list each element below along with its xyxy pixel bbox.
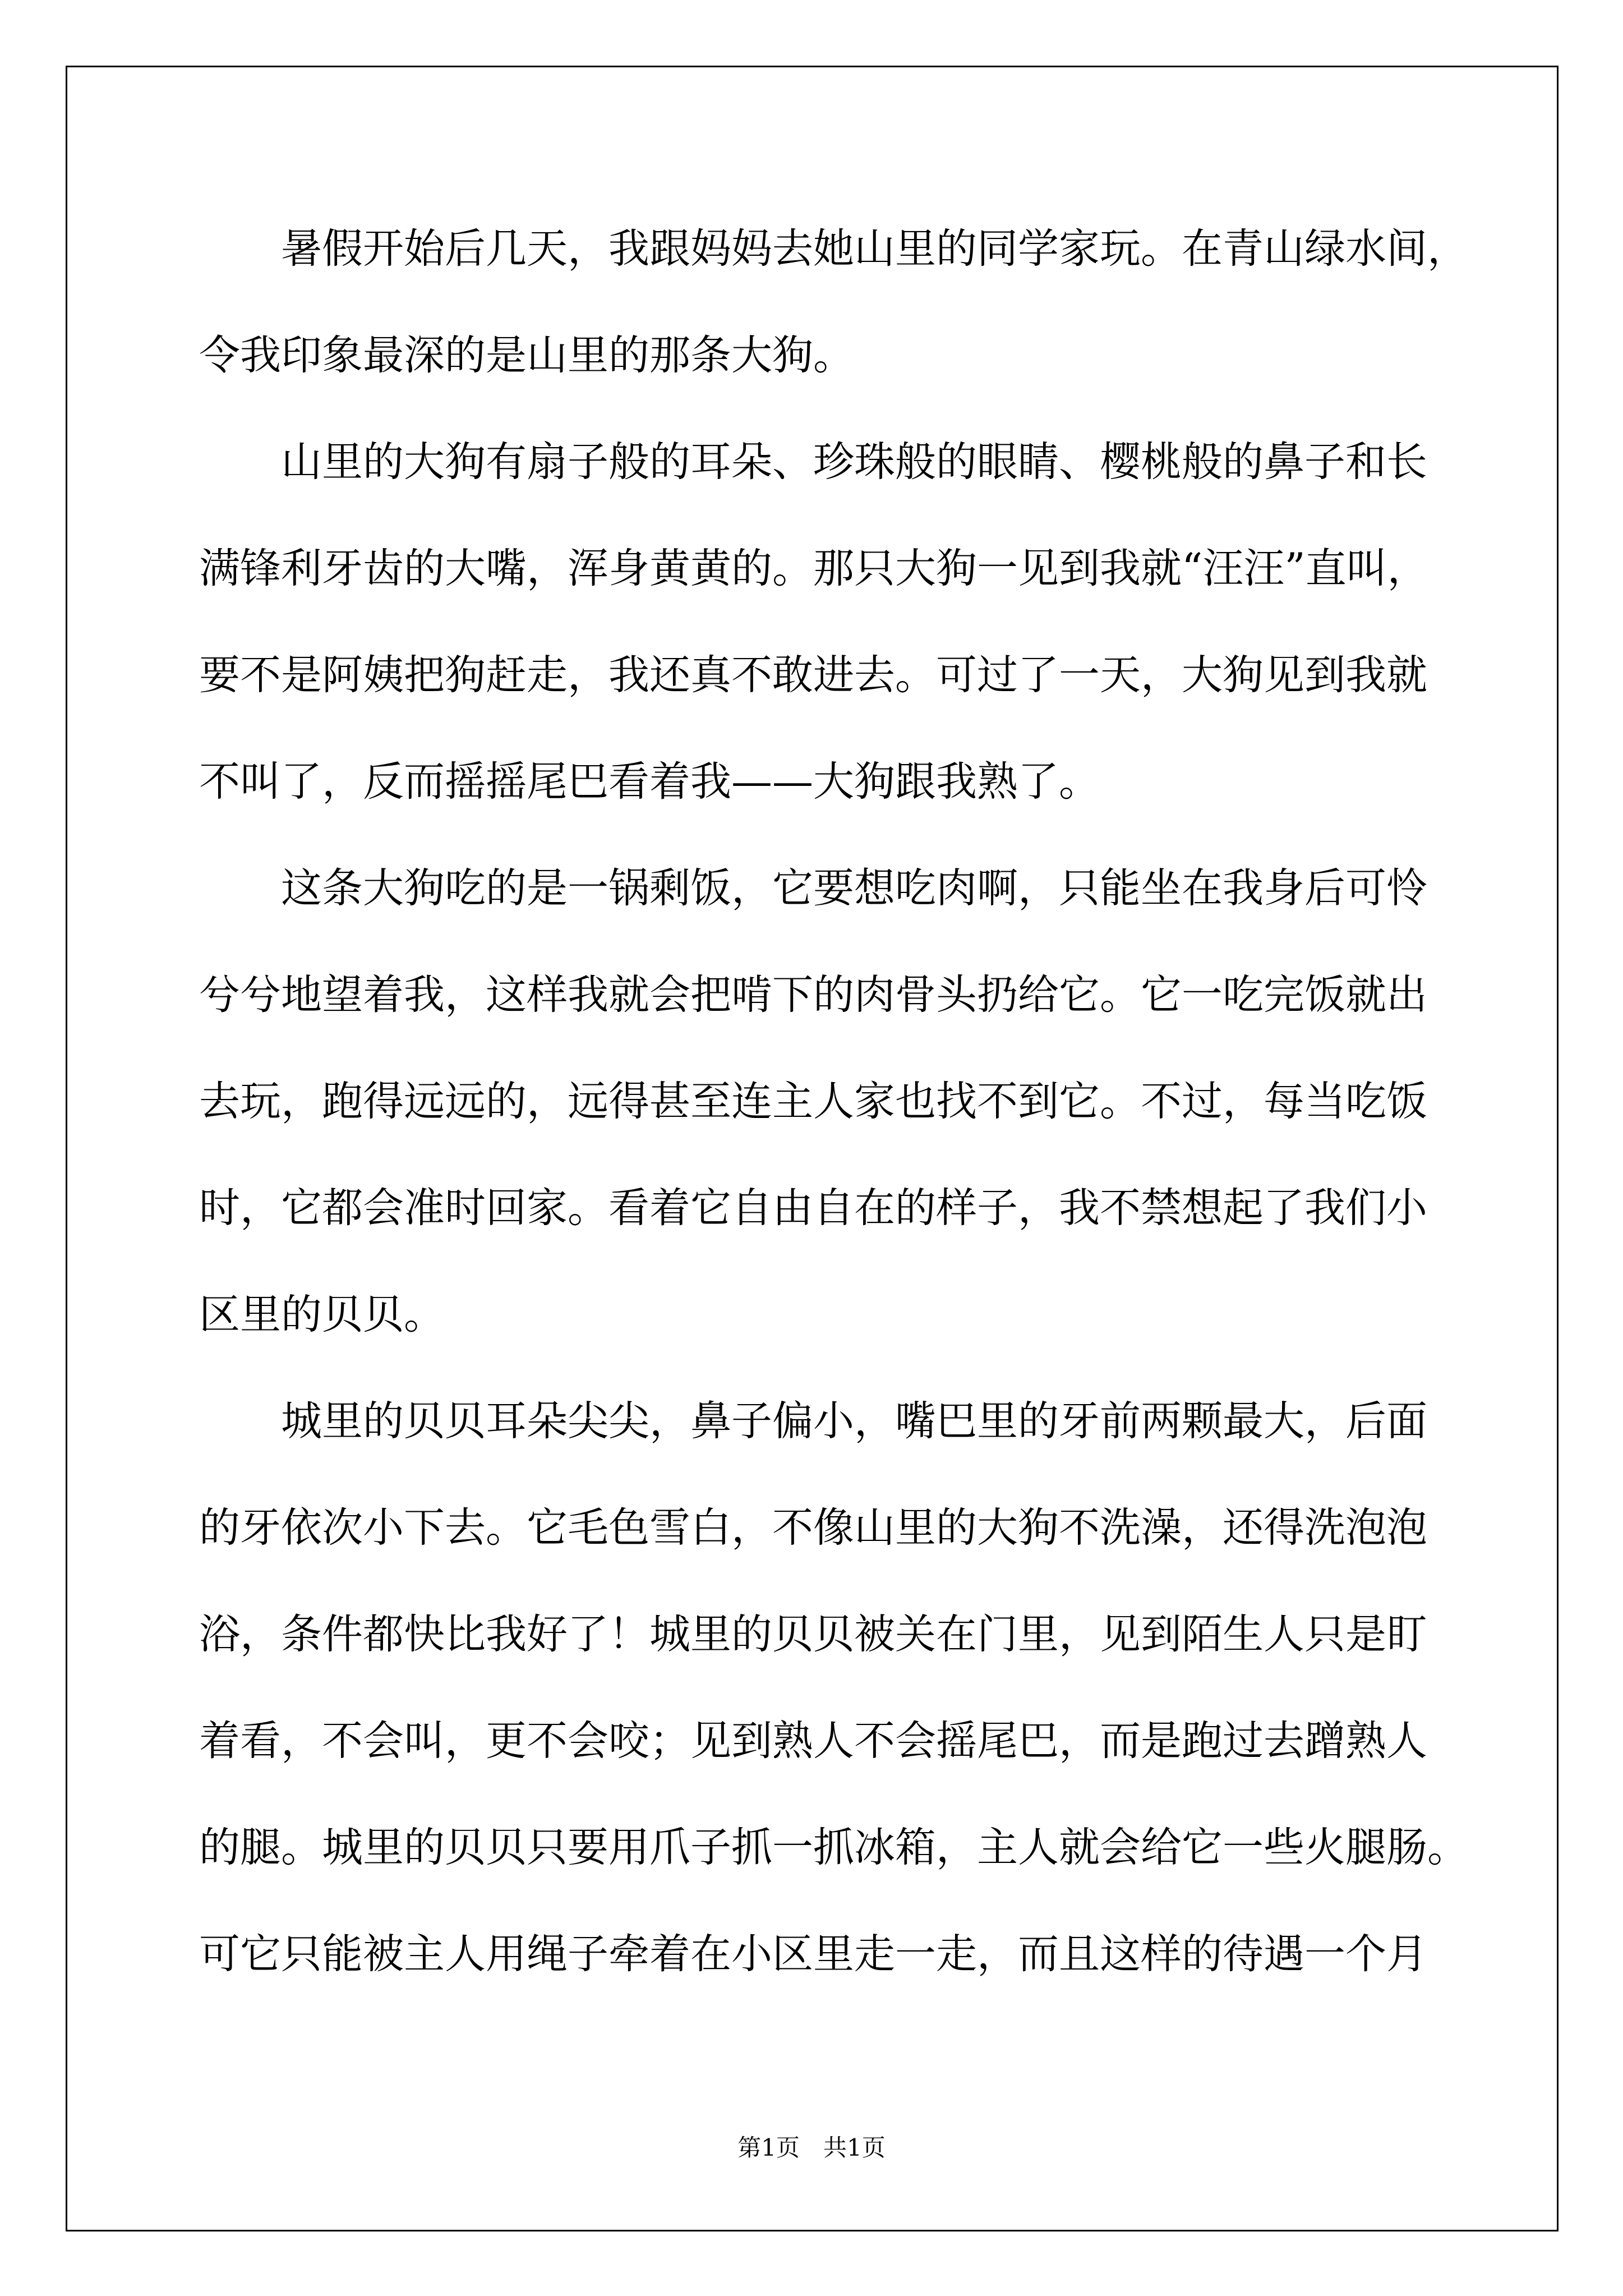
- paragraph-line: 可它只能被主人用绳子牵着在小区里走一走，而且这样的待遇一个月: [199, 1930, 1427, 1978]
- paragraph-line: 满锋利牙齿的大嘴，浑身黄黄的。那只大狗一见到我就“汪汪”直叫，: [199, 545, 1428, 592]
- paragraph-line: 区里的贝贝。: [199, 1291, 445, 1338]
- paragraph-line: 时，它都会准时回家。看着它自由自在的样子，我不禁想起了我们小: [199, 1184, 1427, 1232]
- paragraph-line: 不叫了，反而摇摇尾巴看着我——大狗跟我熟了。: [199, 758, 1100, 806]
- paragraph-line: 的牙依次小下去。它毛色雪白，不像山里的大狗不洗澡，还得洗泡泡: [199, 1504, 1427, 1552]
- page-border: [66, 66, 1559, 2231]
- paragraph-line: 城里的贝贝耳朵尖尖，鼻子偏小，嘴巴里的牙前两颗最大，后面: [281, 1397, 1427, 1445]
- paragraph-line: 要不是阿姨把狗赶走，我还真不敢进去。可过了一天，大狗见到我就: [199, 651, 1427, 699]
- paragraph-line: 令我印象最深的是山里的那条大狗。: [199, 332, 854, 379]
- page-footer: 第1页 共1页: [737, 2134, 886, 2161]
- paragraph-line: 的腿。城里的贝贝只要用爪子抓一抓冰箱，主人就会给它一些火腿肠。: [199, 1824, 1468, 1871]
- paragraph-line: 兮兮地望着我，这样我就会把啃下的肉骨头扔给它。它一吃完饭就出: [199, 971, 1427, 1019]
- paragraph-line: 山里的大狗有扇子般的耳朵、珍珠般的眼睛、樱桃般的鼻子和长: [281, 438, 1427, 486]
- paragraph-line: 着看，不会叫，更不会咬；见到熟人不会摇尾巴，而是跑过去蹭熟人: [199, 1717, 1427, 1765]
- paragraph-line: 这条大狗吃的是一锅剩饭，它要想吃肉啊，只能坐在我身后可怜: [281, 864, 1427, 912]
- paragraph-line: 暑假开始后几天，我跟妈妈去她山里的同学家玩。在青山绿水间，: [281, 225, 1468, 273]
- paragraph-line: 去玩，跑得远远的，远得甚至连主人家也找不到它。不过，每当吃饭: [199, 1078, 1427, 1125]
- paragraph-line: 浴，条件都快比我好了！城里的贝贝被关在门里，见到陌生人只是盯: [199, 1611, 1427, 1658]
